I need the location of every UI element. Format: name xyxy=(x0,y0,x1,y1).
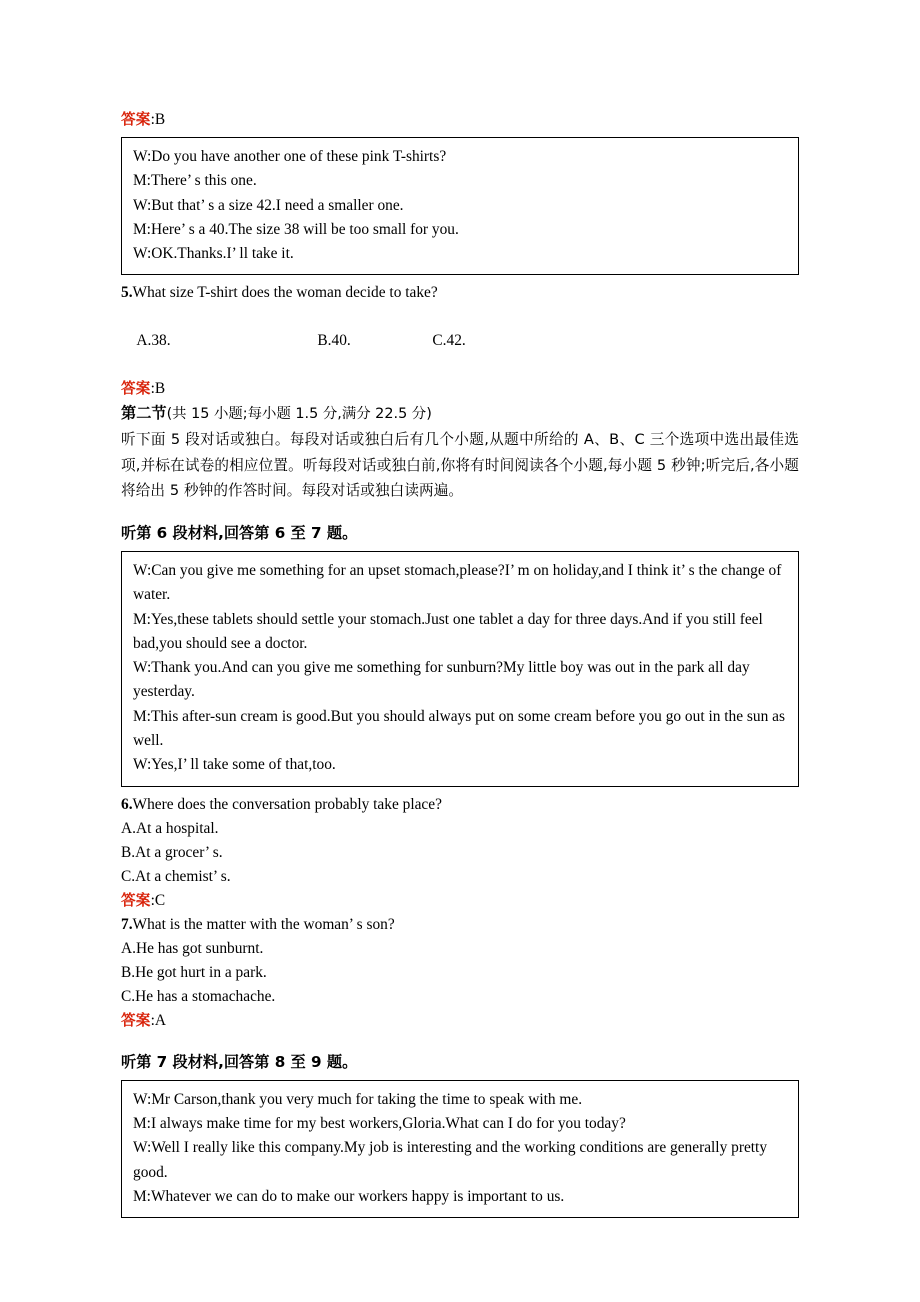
question-6-option-c[interactable]: C.At a chemist’ s. xyxy=(121,867,231,885)
answer-label: 答案 xyxy=(121,891,151,909)
question-7-option-a[interactable]: A.He has got sunburnt. xyxy=(121,939,264,957)
transcript-line: M:This after-sun cream is good.But you should always put on some cream before you go out in the sun as well. xyxy=(133,707,785,750)
material-7-heading: 听第 7 段材料,回答第 8 至 9 题。 xyxy=(121,1052,358,1071)
answer-value: :C xyxy=(150,891,166,909)
answer-line-q5 xyxy=(121,377,810,401)
answer-label: 答案 xyxy=(121,380,151,398)
transcript-line: M:Whatever we can do to make our workers happy is important to us. xyxy=(133,1187,565,1205)
question-7 xyxy=(121,913,810,937)
transcript-line: W:Can you give me something for an upset stomach,please?I’ m on holiday,and I think it’ s the change of water. xyxy=(133,561,782,604)
section-two-instruction: 听下面 5 段对话或独白。每段对话或独白后有几个小题,从题中所给的 A、B、C 三个选项中选出最佳选项,并标在试卷的相应位置。听每段对话或独白前,你将有时间阅读各个小题,每小题 5 秒钟;听完后,各小题将给出 5 秒钟的作答时间。每段对话或独白读两遍。 xyxy=(121,431,799,500)
answer-line-q6 xyxy=(121,889,810,913)
transcript-line: M:Yes,these tablets should settle your stomach.Just one tablet a day for three days.And if you still feel bad,you should see a doctor. xyxy=(133,610,763,652)
question-7-option-b[interactable]: B.He got hurt in a park. xyxy=(121,963,267,981)
option-b[interactable]: B.40. xyxy=(317,332,351,350)
answer-value: :B xyxy=(150,380,166,398)
transcript-line: M:Here’ s a 40.The size 38 will be too small for you. xyxy=(133,220,459,238)
question-number: 6. xyxy=(121,795,133,813)
transcript-line: W:Well I really like this company.My job is interesting and the working conditions are generally pretty good. xyxy=(133,1139,768,1181)
answer-line-top xyxy=(121,108,810,132)
answer-value: :A xyxy=(150,1011,166,1029)
transcript-line: W:Do you have another one of these pink T-shirts? xyxy=(133,148,447,165)
transcript-line: W:Thank you.And can you give me something for sunburn?My little boy was out in the park all day yesterday. xyxy=(133,659,750,701)
transcript-line: W:OK.Thanks.I’ ll take it. xyxy=(133,245,294,263)
material-6-heading: 听第 6 段材料,回答第 6 至 7 题。 xyxy=(121,523,358,542)
transcript-line: W:Yes,I’ ll take some of that,too. xyxy=(133,756,336,774)
question-text: Where does the conversation probably take place? xyxy=(132,795,442,813)
answer-line-q7 xyxy=(121,1009,810,1033)
option-a[interactable]: A.38. xyxy=(136,332,171,350)
transcript-line: W:But that’ s a size 42.I need a smaller one. xyxy=(133,196,404,214)
question-text: What size T-shirt does the woman decide to take? xyxy=(132,284,438,302)
transcript-line: M:There’ s this one. xyxy=(133,172,257,190)
question-text: What is the matter with the woman’ s son? xyxy=(132,915,395,933)
question-6-option-b[interactable]: B.At a grocer’ s. xyxy=(121,843,223,861)
question-5 xyxy=(121,281,810,305)
transcript-line: W:Mr Carson,thank you very much for taking the time to speak with me. xyxy=(133,1090,583,1108)
answer-label: 答案 xyxy=(121,1011,151,1029)
option-c[interactable]: C.42. xyxy=(432,332,466,350)
question-6-option-a[interactable]: A.At a hospital. xyxy=(121,819,219,837)
question-number: 7. xyxy=(121,915,133,933)
question-number: 5. xyxy=(121,284,133,302)
answer-value: :B xyxy=(150,111,166,128)
transcript-box-2 xyxy=(121,551,799,787)
transcript-line: M:I always make time for my best workers,Gloria.What can I do for you today? xyxy=(133,1114,626,1132)
transcript-box-1 xyxy=(121,137,799,275)
question-7-option-c[interactable]: C.He has a stomachache. xyxy=(121,987,276,1005)
question-5-options xyxy=(121,305,810,377)
transcript-box-3 xyxy=(121,1080,799,1218)
question-6 xyxy=(121,793,810,817)
section-two-title: 第二节 xyxy=(121,404,167,423)
answer-label: 答案 xyxy=(121,111,151,128)
section-two-meta: (共 15 小题;每小题 1.5 分,满分 22.5 分) xyxy=(166,406,432,423)
section-two-heading xyxy=(121,401,810,427)
